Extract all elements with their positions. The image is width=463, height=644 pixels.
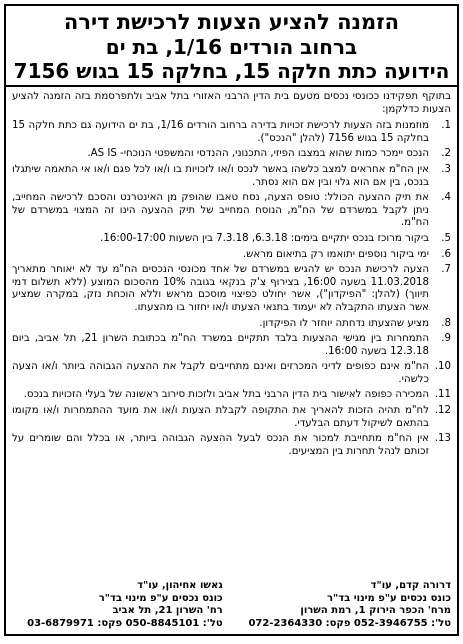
signature-block	[12, 580, 451, 630]
list-item	[12, 389, 451, 402]
item-text: התמחרות בין מגישי ההצעות בלבד תתקיים במשרד הח"מ בכתובת השרון 21, תל אביב, ביום 12.3.18 בשעה 16:00.	[12, 333, 430, 357]
item-text: מוזמנות בזה הצעות לרכישת זכויות בדירה ברחוב הורדים 1/16, בת ים הידועה גם כתת חלקה 15 בחלקה 15 בגוש 7156 (להלן "הנכס").	[12, 120, 430, 144]
header-line-1: הזמנה להציע הצעות לרכישת דירה	[63, 10, 400, 34]
item-text: המכירה כפופה לאישור בית הדין הרבני בתל אביב ולזכות סירוב ראשונה של בעלי הזכויות בנכס.	[23, 389, 429, 401]
item-number: 9.	[441, 333, 451, 345]
list-item	[12, 433, 451, 458]
signer-title: כונס נכסים ע"פ מינוי בד"ר	[98, 592, 223, 604]
item-number: 12.	[434, 405, 451, 417]
item-number: 4.	[441, 192, 451, 204]
list-item	[12, 164, 451, 189]
item-number: 6.	[441, 248, 451, 260]
signature-right	[240, 580, 451, 630]
signature-left	[12, 580, 223, 630]
list-item	[12, 264, 451, 314]
item-number: 10.	[434, 361, 451, 373]
item-text: מציע שהצעתו נדחתה יוחזר לו הפיקדון.	[259, 317, 429, 329]
signer-phones: טל': 052-3946755 פקס: 072-2364330	[248, 617, 451, 629]
list-item	[12, 318, 451, 331]
legal-notice	[4, 4, 459, 636]
item-number: 3.	[441, 163, 451, 175]
notice-header	[6, 6, 457, 87]
list-item	[12, 192, 451, 230]
signer-name: דרורה קדם, עו"ד	[370, 580, 451, 591]
item-number: 1.	[441, 120, 451, 132]
list-item	[12, 405, 451, 430]
list-item	[12, 333, 451, 358]
item-text: את תיק ההצעה הכולל: טופס הצעה, נסח טאבו שהופק מן האינטרנט והסכם לרכישה המחייב, ניתן לקבל במשרדם של הח"מ, הנוסח המחייב של תיק ההצעה הינו זה המצוי במשרדם של הח"מ.	[12, 192, 429, 229]
intro-paragraph: בתוקף תפקידנו ככונסי נכסים מטעם בית הדין הרבני האזורי בתל אביב ולתפרסמת בזה הזמנה להציע הצעות כדלקמן:	[12, 91, 451, 115]
item-text: אין הח"מ אחראים למצב כלשהו באשר לנכס ו/או לזכויות בו ו/או לכל פגם ו/או אי התאמה שיתגלו בנכס, בין אם הוא גלוי ובין אם הוא נסתר.	[12, 163, 429, 188]
item-number: 2.	[441, 148, 451, 160]
item-text: ימי ביקור נוספים יתואמו רק בתיאום מראש.	[242, 248, 429, 260]
list-item	[12, 361, 451, 386]
item-text: הצעה לרכישת הנכס יש להגיש במשרדם של אחד מכונסי הנכסים הח"מ עד לא יאוחר מתאריך 11.03.2018 בשעה 16:00, בצירוף צ'ק בנקאי בגובה 10% מהסכום המוצע (ללא תשלום דמי תיווך) (להלן: "הפיקדון"), אשר יחולט כפיצוי מוסכם מראש וללא הוכחת נזק, במקרה שמציע אשר הצעתו התקבלה לא יעמוד בתנאי הצעתו ו/או יחזור בו מהצעתו.	[12, 264, 430, 313]
item-text: הנכס יימכר כמות שהוא במצבו הפיזי, התכנוני, ההנדסי והמשפטי הנוכחי- AS IS.	[87, 148, 429, 160]
list-item	[12, 233, 451, 246]
item-text: הח"מ אינם כפופים לדיני המכרזים ואינם מתחייבים לקבל את ההצעה הגבוהה ביותר ו/או הצעה כלשהי.	[12, 361, 429, 385]
list-item	[12, 120, 451, 145]
item-number: 5.	[441, 232, 451, 244]
item-number: 7.	[441, 264, 451, 276]
item-number: 8.	[441, 317, 451, 329]
item-text: ביקור מרוכז בנכס יתקיים בימים: 6.3.18, 7.3.18 בין השעות 16:00-17:00.	[100, 232, 429, 244]
notice-body	[6, 87, 457, 458]
item-text: אין הח"מ מתחייבת למכור את הנכס לבעל ההצעה הגבוהה ביותר, או בכלל והם שומרים על זכותם לנהל תחרות בין המציעים.	[12, 433, 429, 457]
list-item	[12, 148, 451, 161]
list-item	[12, 249, 451, 262]
signer-address: מרח' הכפר הירוק 1, רמת השרון	[300, 605, 451, 616]
header-line-3: הידועה כתת חלקה 15, בחלקה 15 בגוש 7156	[13, 59, 450, 83]
signer-address: רח' השרון 21, תל אביב	[112, 605, 223, 616]
signer-name: גאשו אחיהון, עו"ד	[137, 580, 223, 591]
signer-title: כונס נכסים ע"פ מינוי בד"ר	[327, 592, 451, 604]
item-number: 11.	[434, 389, 451, 401]
terms-list	[12, 120, 451, 458]
item-number: 13.	[434, 433, 451, 445]
signer-phones: טל': 050-8845101 פקס: 03-6879971	[27, 617, 223, 629]
header-line-2: ברחוב הורדים 1/16, בת ים	[105, 35, 358, 59]
item-text: לח"מ תהיה הזכות להאריך את התקופה לקבלת הצעות ו/או את מועד ההתמחרות ו/או מקומו בהתאם לשיקול דעתם הבלעדי.	[12, 405, 429, 429]
